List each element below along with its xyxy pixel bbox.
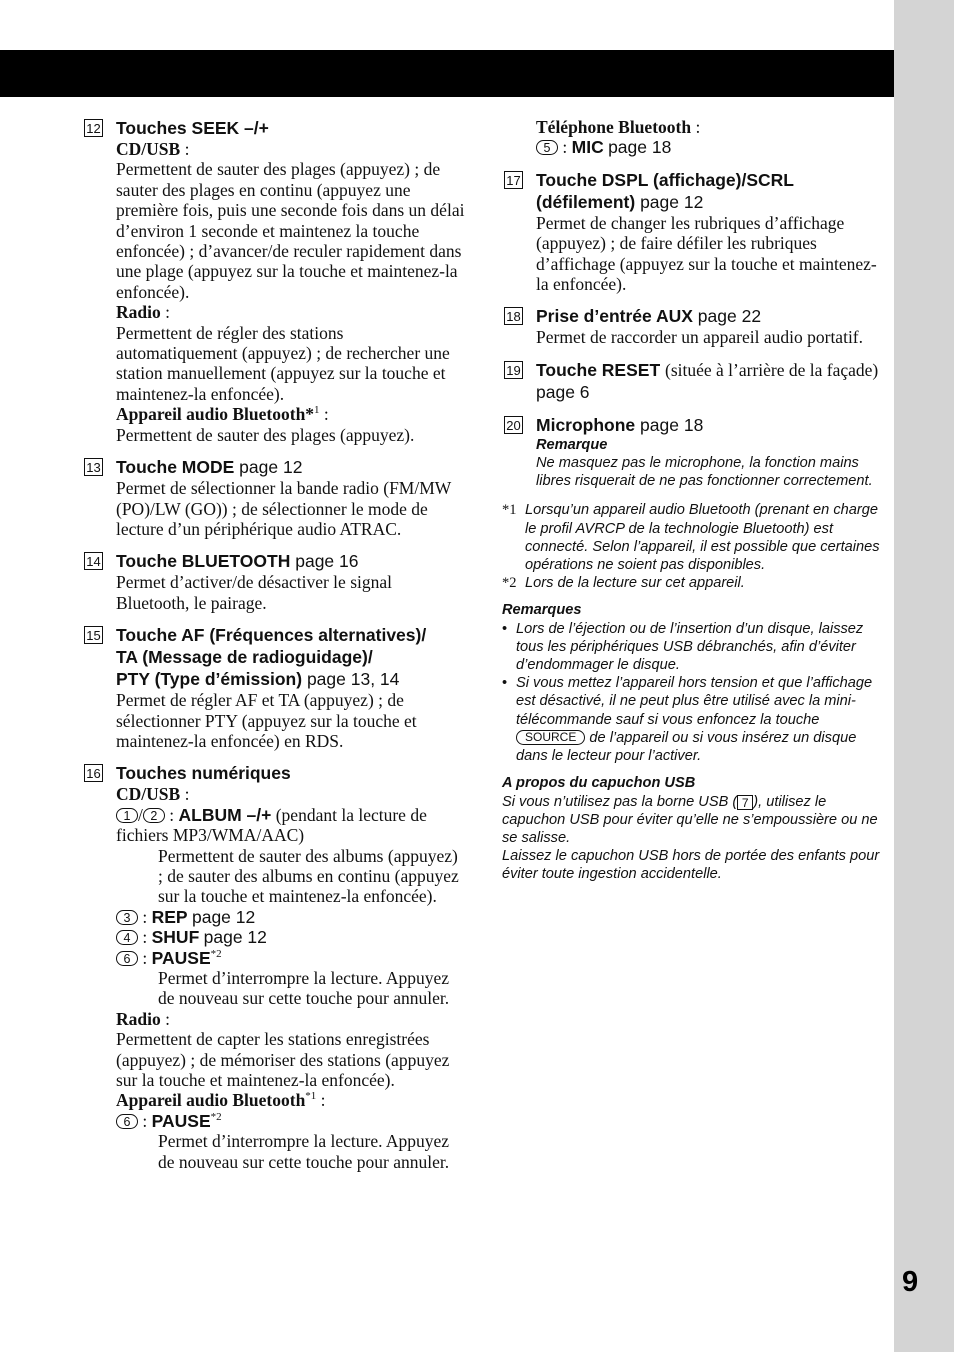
usb-cap-text-2: Laissez le capuchon USB hors de portée des enfants pour éviter toute ingestion accidentelle. [502,848,880,883]
item-16: 16 Touches numériques CD/USB : 1 / 2 : ALBUM –/+ (pendant la lecture de fichiers MP3/WMA/AAC) Permettent de sauter des albums (appuyez) ; de sauter des albums en continu (appuyez sur la touche et maintenez-la enfoncée). 3 : REP page 12 4 : SHUF page 12 6 : PAUSE$^{*2}$ Permet d’interrompre la lecture. Appuyez de nouveau sur cette touche pour annuler. Radio : Permettent de capter les stations enregistrées (appuyez) ; de mémoriser des stations (appuyez sur la touche et maintenez-la enfoncée). Appareil audio Bluetooth$^{*1}$ : 6 : PAUSE$^{*2}$ Permet d’interrompre la lecture. Appuyez de nouveau sur cette touche pour annuler. [82,762,467,1172]
label-cd-usb: CD/USB [116,139,181,159]
button-4-icon: 4 [116,930,138,945]
description: Permet de changer les rubriques d’affichage (appuyez) ; de faire défiler les rubriques d’affichage (appuyez sur la touche et maintenez-la enfoncée). [536,212,877,295]
button-5-icon: 5 [536,140,558,155]
item-title: Touche RESET [536,359,661,380]
button-6-icon: 6 [116,951,138,966]
page-ref: page 12 [191,906,256,927]
function-pause: PAUSE [151,947,211,968]
item-16-continued: Téléphone Bluetooth : 5 : MIC page 18 [536,117,701,158]
description: Permet d’interrompre la lecture. Appuyez de nouveau sur cette touche pour annuler. [158,1131,450,1172]
button-6-icon: 6 [116,1114,138,1129]
item-title: Touche DSPL (affichage)/SCRL (défilement) [536,169,794,212]
item-12: 12 Touches SEEK –/+ CD/USB : Permettent de sauter des plages (appuyez) ; de sauter des plages en continu (appuyez une première fois, puis une seconde fois dans un délai d’environ 1 seconde et maintenez la touche enfoncée) ; d’avancer/de reculer rapidement dans une plage (appuyez sur la touche et maintenez-la enfoncée). Radio : Permettent de régler des stations automatiquement (appuyez) ; de rechercher une station manuellement (appuyez sur la touche et maintenez-la enfoncée). Appareil audio Bluetooth*$^1$ : Permettent de sauter des plages (appuyez). [82,117,467,445]
page-ref: page 13, 14 [306,669,400,690]
footnote-2 [502,574,887,592]
description: Permet de raccorder un appareil audio portatif. [536,327,864,348]
page-ref: page 18 [640,414,704,435]
note-text: Ne masquez pas le microphone, la fonction mains libres risquerait de ne pas fonctionner correctement. [536,455,873,490]
label-bluetooth: Appareil audio Bluetooth* [116,404,315,425]
page-number: 9 [902,1266,919,1298]
remark-bullet [502,674,887,765]
item-18 [502,305,887,347]
usb-cap-text [502,793,887,848]
page-ref: page 12 [239,457,303,478]
description: Permettent de capter les stations enregistrées (appuyez) ; de mémoriser des stations (appuyez sur la touche et maintenez-la enfoncée). [116,1029,450,1091]
footnote-text: Lorsqu’un appareil audio Bluetooth (prenant en charge le profil AVRCP de la technologie Bluetooth) est connecté. Selon l’appareil, il est possible que certaines opérations ne soient pas disponibles. [525,502,880,574]
source-button-icon: SOURCE [516,730,585,745]
item-15 [82,624,467,751]
description: Permettent de sauter des albums (appuyez) ; de sauter des albums en continu (appuyez sur la touche et maintenez-la enfoncée). [158,845,459,907]
note-heading: Remarque [536,436,608,453]
footnote-ref: *2 [210,1111,222,1124]
item-title: Touche AF (Fréquences alternatives)/ [116,625,427,646]
page-ref: page 6 [536,381,590,402]
item-number: 19 [504,361,523,379]
description: Permettent de régler des stations automatiquement (appuyez) ; de rechercher une station manuellement (appuyez sur la touche et maintenez-la enfoncée). [116,322,450,404]
item-number: 14 [84,552,103,570]
page-ref: page 12 [203,927,267,948]
bullet-icon: • [502,675,508,692]
function-mic: MIC [571,137,604,158]
item-title: Touches numériques [116,763,291,784]
description: Permettent de sauter des plages (appuyez). [116,424,415,445]
page-ref: page 16 [295,551,359,572]
usb-cap-heading: A propos du capuchon USB [502,775,696,792]
item-17 [502,169,887,295]
label-radio: Radio [116,1008,161,1029]
description: Permet d’interrompre la lecture. Appuyez de nouveau sur cette touche pour annuler. [158,968,450,1009]
footnote-mark: *2 [502,575,517,592]
item-title: Touche MODE [116,457,235,478]
remark-bullet [502,620,887,675]
item-20 [502,414,887,491]
label-bluetooth-phone: Téléphone Bluetooth [536,117,692,137]
colon: : [180,139,190,159]
label-radio: Radio [116,302,161,323]
page-ref: page 12 [640,191,704,212]
item-number: 17 [504,171,523,189]
function-rep: REP [151,906,188,927]
label-cd-usb: CD/USB [116,784,181,805]
function-shuf: SHUF [151,927,200,948]
right-column [502,117,887,884]
page-ref: page 18 [608,137,672,158]
usb-text-part: ), utilisez le capuchon USB pour éviter qu’elle ne s’empoussière ou ne se salisse. [502,793,878,846]
item-title: Prise d’entrée AUX [536,306,693,327]
item-title: Touche BLUETOOTH [116,551,291,572]
item-number: 16 [84,764,103,782]
function-pause: PAUSE [151,1110,211,1131]
item-number: 13 [84,458,103,476]
page-side-tab [894,0,954,1352]
item-19 [502,359,887,403]
function-note: (pendant la lecture de fichiers MP3/WMA/AAC) [116,804,427,846]
remark-text: Lors de l’éjection ou de l’insertion d’un disque, laissez tous les périphériques USB débranchés, afin d’éviter d’endommager le disque. [516,620,864,674]
remark-text: de l’appareil ou si vous insérez un disque dans le lecteur pour l’activer. [516,729,857,765]
button-1-icon: 1 [116,808,138,823]
header-bar [0,50,894,97]
item-title: Microphone [536,414,636,435]
item-title: PTY (Type d’émission) [116,669,303,690]
item-number: 15 [84,626,103,644]
remark-text: Si vous mettez l’appareil hors tension et que l’affichage est désactivé, il ne peut plus être utilisé avec la mini-télécommande sauf si vous enfoncez la touche [516,675,873,728]
item-number: 12 [84,119,103,137]
item-note: (située à l’arrière de la façade) [665,359,879,380]
usb-port-number-icon: 7 [737,795,753,810]
item-title: TA (Message de radioguidage)/ [116,647,373,668]
description: Permet de sélectionner la bande radio (FM/MW (PO)/LW (GO)) ; de sélectionner le mode de lecture d’un périphérique audio ATRAC. [116,478,451,539]
footnote-ref: 1 [314,404,320,417]
item-title: Touches SEEK –/+ [116,118,269,138]
left-column [82,117,467,1183]
remarks-heading: Remarques [502,602,582,619]
button-3-icon: 3 [116,910,138,925]
button-2-icon: 2 [143,808,165,823]
page-ref: page 22 [697,306,762,327]
item-14 [82,550,467,613]
item-number: 20 [504,416,523,434]
footnote-mark: *1 [502,502,517,519]
bullet-icon: • [502,620,508,637]
usb-text-part: Si vous n’utilisez pas la borne USB ( [502,793,738,810]
description: Permettent de sauter des plages (appuyez) ; de sauter des plages en continu (appuyez une première fois, puis une seconde fois dans un délai d’environ 1 seconde et maintenez la touche enfoncée) ; d’avancer/de reculer rapidement dans une plage (appuyez sur la touche et maintenez-la enfoncée). [116,159,465,302]
item-13 [82,456,467,539]
description: Permet d’activer/de désactiver le signal Bluetooth, le pairage. [116,572,392,613]
label-bluetooth: Appareil audio Bluetooth [116,1090,306,1111]
footnote-ref: *1 [305,1090,317,1103]
description: Permet de régler AF et TA (appuyez) ; de sélectionner PTY (appuyez sur la touche et maintenez-la enfoncée) en RDS. [116,690,417,751]
footnote-1 [502,501,887,574]
item-number: 18 [504,307,523,325]
footnote-text: Lors de la lecture sur cet appareil. [525,575,745,592]
function-album: ALBUM –/+ [178,804,272,825]
footnote-ref: *2 [210,947,222,960]
